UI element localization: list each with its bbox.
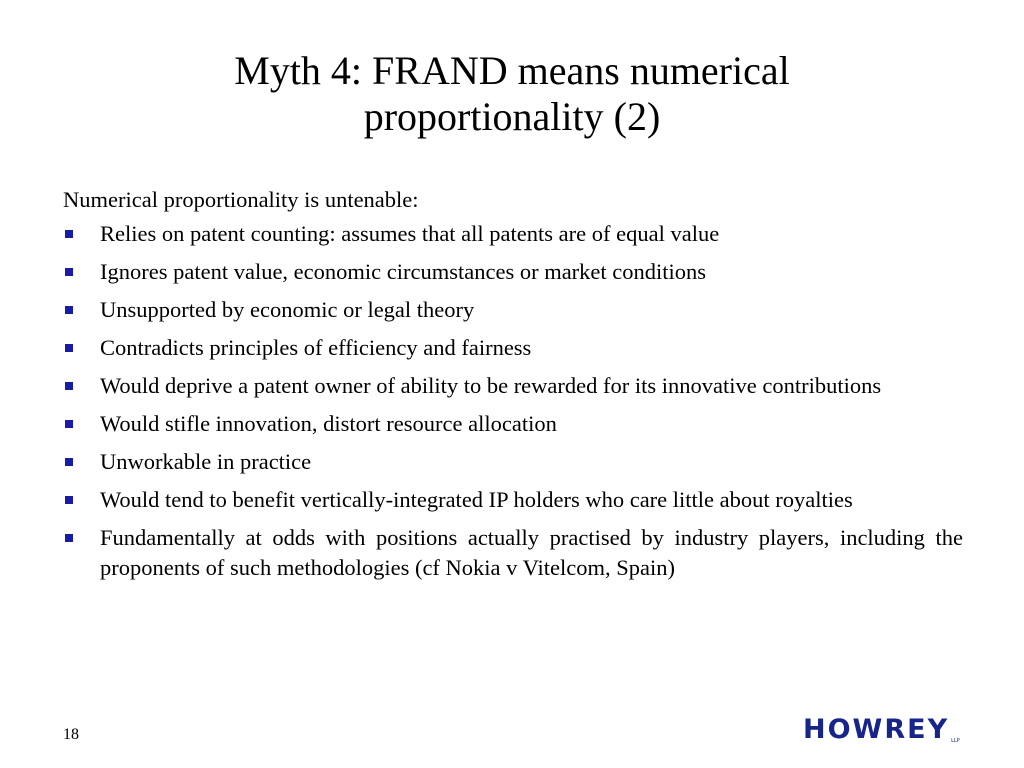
square-bullet-icon <box>65 496 73 504</box>
page-number: 18 <box>63 726 79 743</box>
intro-text: Numerical proportionality is untenable: <box>63 187 419 212</box>
bullet-text: Unsupported by economic or legal theory <box>100 297 475 322</box>
list-item <box>63 485 963 515</box>
square-bullet-icon <box>65 268 73 276</box>
bullet-text: Ignores patent value, economic circumstances or market conditions <box>100 259 707 284</box>
list-item <box>63 523 963 583</box>
howrey-logo <box>803 714 960 750</box>
list-item <box>63 333 963 363</box>
square-bullet-icon <box>65 344 73 352</box>
square-bullet-icon <box>65 306 73 314</box>
bullet-text: Would tend to benefit vertically-integrated IP holders who care little about royalties <box>100 487 853 512</box>
square-bullet-icon <box>65 230 73 238</box>
logo-wordmark: HOWREY <box>803 714 950 745</box>
list-item <box>63 295 963 325</box>
slide-title <box>100 48 924 140</box>
list-item <box>63 409 963 439</box>
bullet-text: Fundamentally at odds with positions actually practised by industry players, including the proponents of such methodologies (cf Nokia v Vitelcom, Spain) <box>100 525 963 580</box>
square-bullet-icon <box>65 458 73 466</box>
square-bullet-icon <box>65 420 73 428</box>
square-bullet-icon <box>65 382 73 390</box>
slide-title-line-2: proportionality (2) <box>363 94 661 139</box>
bullet-text: Unworkable in practice <box>100 449 312 474</box>
list-item <box>63 371 963 401</box>
slide-title-line-1: Myth 4: FRAND means numerical <box>234 48 790 93</box>
slide-body <box>63 185 963 591</box>
bullet-text: Would stifle innovation, distort resource allocation <box>100 411 557 436</box>
list-item <box>63 219 963 249</box>
bullet-list <box>63 219 963 583</box>
square-bullet-icon <box>65 534 73 542</box>
bullet-text: Relies on patent counting: assumes that all patents are of equal value <box>100 221 720 246</box>
logo-suffix: LLP <box>951 738 960 744</box>
bullet-text: Would deprive a patent owner of ability to be rewarded for its innovative contributions <box>100 373 882 398</box>
bullet-text: Contradicts principles of efficiency and fairness <box>100 335 532 360</box>
list-item <box>63 447 963 477</box>
list-item <box>63 257 963 287</box>
